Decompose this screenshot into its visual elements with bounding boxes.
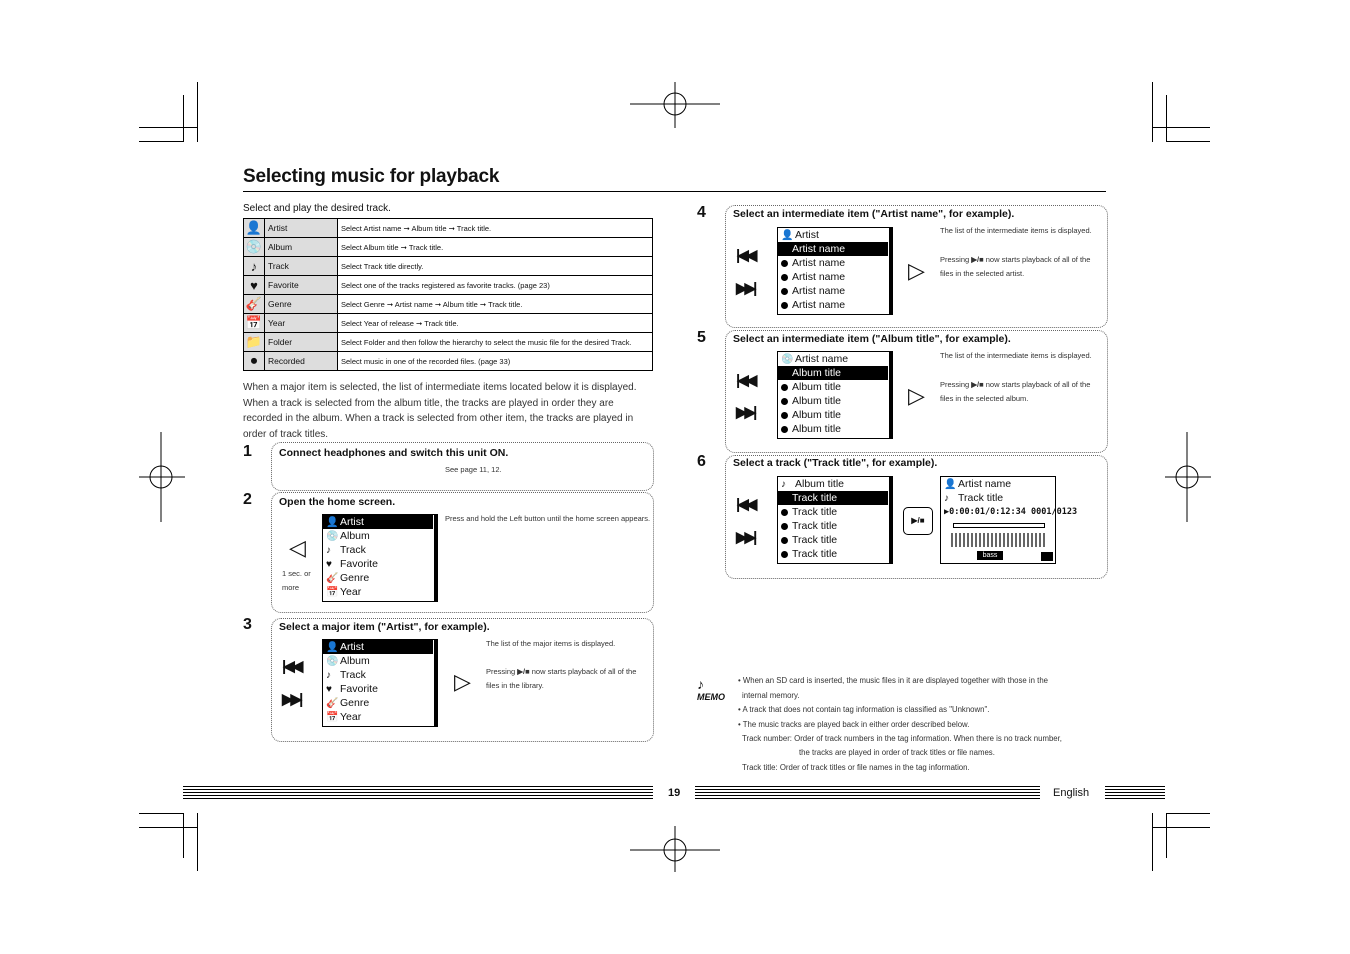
step-heading: Connect headphones and switch this unit ON. [279, 447, 509, 459]
artist-icon: 👤 [944, 479, 957, 490]
category-name: Recorded [265, 352, 338, 371]
category-row [244, 238, 653, 257]
bullet-icon [781, 537, 788, 544]
memo-line: internal memory. [742, 691, 800, 700]
track-list-screen [777, 476, 893, 564]
registration-mark [630, 82, 720, 128]
previous-button-icon: |◀◀ [736, 247, 755, 264]
step-heading: Select an intermediate item ("Album title", for example). [733, 333, 1011, 345]
crop-mark [1152, 827, 1210, 828]
category-row [244, 257, 653, 276]
list-item[interactable]: Track title [778, 519, 892, 533]
artist-icon: 👤 [244, 219, 265, 238]
category-description: Select Album title ➞ Track title. [338, 238, 653, 257]
list-item[interactable]: Track title [778, 547, 892, 561]
footer-rule-left [183, 786, 653, 799]
step-heading: Select a track ("Track title", for example). [733, 457, 938, 469]
crop-mark [139, 827, 197, 828]
category-row [244, 352, 653, 371]
intro-text: Select and play the desired track. [243, 203, 391, 214]
bullet-icon [781, 495, 788, 502]
next-button-icon: ▶▶| [736, 529, 755, 546]
step-note-pressing: Pressing ▶/■ now starts playback of all of the files in the library. [486, 667, 637, 690]
track-icon: ♪ [944, 493, 949, 504]
bullet-icon [781, 274, 788, 281]
list-header: 👤 Artist [781, 229, 819, 241]
play-pause-icon: ▶/■ [517, 667, 530, 676]
next-button-icon: ▶▶| [736, 280, 755, 297]
category-name: Folder [265, 333, 338, 352]
previous-button-icon: |◀◀ [736, 496, 755, 513]
crop-mark [1152, 82, 1153, 142]
artist-icon: 👤 [326, 517, 339, 528]
memo-line: • The music tracks are played back in either order described below. [738, 720, 970, 729]
genre-icon: 🎸 [326, 573, 339, 584]
list-item[interactable]: Album title [778, 380, 892, 394]
list-item[interactable]: Album title [778, 366, 888, 380]
equalizer-display [951, 533, 1045, 547]
category-name: Album [265, 238, 338, 257]
step-number: 3 [243, 616, 252, 633]
folder-icon: 📁 [244, 333, 265, 352]
scrollbar [889, 352, 892, 438]
genre-icon: 🎸 [244, 295, 265, 314]
memo-label: ♪ MEMO [697, 676, 725, 702]
bullet-icon [781, 384, 788, 391]
track-icon: ♪ [326, 670, 331, 681]
major-items-screen [322, 639, 438, 727]
recorded-icon: ⏺ [244, 352, 265, 371]
artist-icon: 👤 [326, 642, 339, 653]
list-item[interactable]: Track title [778, 505, 892, 519]
list-item[interactable]: Album title [778, 422, 892, 436]
now-playing-track: ♪ Track title [944, 492, 1004, 504]
favorite-icon: ♥ [244, 276, 265, 295]
registration-mark [630, 826, 720, 872]
memo-line: Track title: Order of track titles or file names in the tag information. [742, 763, 970, 772]
left-button-icon: ◁ [289, 535, 306, 560]
crop-mark [183, 813, 184, 858]
hold-note: 1 sec. or more [282, 569, 311, 592]
play-pause-button[interactable]: ▶/■ [903, 507, 933, 535]
crop-mark [183, 95, 184, 142]
list-header: 💿 Artist name [781, 353, 849, 365]
step-number: 6 [697, 453, 706, 470]
artist-icon: 👤 [781, 230, 794, 241]
play-pause-icon: ▶/■ [971, 255, 984, 264]
crop-mark [139, 813, 183, 814]
description-paragraph: When a major item is selected, the list of intermediate items located below it is displayed. When a track is selected from the album title, the tracks are played in order they are recorded in the album. When a track is selected from other item, the tracks are played in order of track titles. [243, 382, 637, 440]
right-button-icon: ▷ [908, 258, 925, 283]
category-description: Select Track title directly. [338, 257, 653, 276]
memo-line: • When an SD card is inserted, the music files in it are displayed together with those in the [738, 676, 1048, 685]
album-icon: 💿 [244, 238, 265, 257]
crop-mark [139, 141, 183, 142]
step-number: 2 [243, 491, 252, 508]
crop-mark [1166, 813, 1210, 814]
now-playing-artist: 👤 Artist name [944, 478, 1012, 490]
step-number: 5 [697, 329, 706, 346]
page-title: Selecting music for playback [243, 166, 500, 187]
menu-item[interactable]: 🎸 Genre [326, 572, 370, 584]
right-button-icon: ▷ [454, 669, 471, 694]
list-item[interactable]: Artist name [778, 270, 892, 284]
bullet-icon [781, 412, 788, 419]
category-name: Artist [265, 219, 338, 238]
category-row [244, 276, 653, 295]
previous-button-icon: |◀◀ [736, 372, 755, 389]
list-item[interactable]: Artist name [778, 298, 892, 312]
progress-bar [953, 523, 1045, 528]
bullet-icon [781, 398, 788, 405]
crop-mark [1166, 95, 1167, 142]
list-header: ♪ Album title [781, 478, 845, 490]
next-button-icon: ▶▶| [736, 404, 755, 421]
crop-mark [1152, 813, 1153, 871]
home-screen [322, 514, 438, 602]
step-number: 4 [697, 204, 706, 221]
crop-mark [1166, 813, 1167, 858]
footer-rule-right [1105, 786, 1165, 799]
album-icon: 💿 [326, 656, 339, 667]
battery-icon [1041, 552, 1053, 561]
memo-line: Track number: Order of track numbers in the tag information. When there is no track number, [742, 734, 1062, 743]
list-item[interactable]: Artist name [778, 242, 888, 256]
genre-icon: 🎸 [326, 698, 339, 709]
list-item[interactable]: Album title [778, 394, 892, 408]
registration-mark [1165, 432, 1211, 522]
crop-mark [139, 127, 197, 128]
page-number: 19 [668, 787, 681, 799]
crop-mark [1166, 141, 1210, 142]
list-item[interactable]: Artist name [778, 256, 892, 270]
album-icon: 💿 [781, 354, 794, 365]
step-note: Press and hold the Left button until the home screen appears. [445, 514, 651, 523]
album-icon: 💿 [326, 531, 339, 542]
menu-item[interactable]: ♥ Favorite [326, 683, 378, 695]
category-table [243, 218, 653, 371]
category-row [244, 219, 653, 238]
bullet-icon [781, 260, 788, 267]
step-note: The list of the intermediate items is displayed. [940, 226, 1092, 235]
memo-icon: ♪ [697, 676, 704, 692]
category-row [244, 333, 653, 352]
step-note: The list of the intermediate items is displayed. [940, 351, 1092, 360]
menu-item[interactable]: 👤 Artist [323, 640, 433, 654]
category-description: Select Folder and then follow the hierarchy to select the music file for the desired Track. [338, 333, 653, 352]
menu-item[interactable]: 🎸 Genre [326, 697, 370, 709]
year-icon: 📅 [244, 314, 265, 333]
crop-mark [197, 82, 198, 142]
scrollbar [889, 477, 892, 563]
menu-item[interactable]: ♪ Track [326, 669, 366, 681]
bullet-icon [781, 523, 788, 530]
track-icon: ♪ [326, 545, 331, 556]
step-note-pressing: Pressing ▶/■ now starts playback of all of the files in the selected album. [940, 380, 1091, 403]
title-rule [243, 191, 1106, 192]
bullet-icon [781, 302, 788, 309]
now-playing-time: ▶0:00:01/0:12:34 0001/0123 [944, 507, 1078, 517]
previous-button-icon: |◀◀ [282, 658, 301, 675]
bass-badge: bass [977, 551, 1003, 560]
bullet-icon [781, 370, 788, 377]
category-name: Genre [265, 295, 338, 314]
category-row [244, 295, 653, 314]
footer-rule-mid [695, 786, 1040, 799]
step-heading: Select a major item ("Artist", for example). [279, 621, 490, 633]
step-heading: Open the home screen. [279, 496, 396, 508]
category-description: Select Genre ➞ Artist name ➞ Album title ➞ Track title. [338, 295, 653, 314]
category-description: Select music in one of the recorded files. (page 33) [338, 352, 653, 371]
registration-mark [139, 432, 185, 522]
track-icon: ♪ [244, 257, 265, 276]
category-name: Favorite [265, 276, 338, 295]
bullet-icon [781, 288, 788, 295]
category-row [244, 314, 653, 333]
language-label: English [1053, 787, 1090, 799]
menu-item[interactable]: 💿 Album [326, 530, 370, 542]
album-list-screen [777, 351, 893, 439]
list-item[interactable]: Artist name [778, 284, 892, 298]
crop-mark [1152, 127, 1210, 128]
list-item[interactable]: Album title [778, 408, 892, 422]
right-button-icon: ▷ [908, 383, 925, 408]
now-playing-screen [940, 476, 1078, 564]
step-note: The list of the major items is displayed. [486, 639, 616, 648]
bullet-icon [781, 509, 788, 516]
list-item[interactable]: Track title [778, 491, 888, 505]
step-note: See page 11, 12. [445, 465, 502, 474]
memo-line: • A track that does not contain tag information is classified as "Unknown". [738, 705, 990, 714]
artist-list-screen [777, 227, 893, 315]
crop-mark [197, 813, 198, 871]
scrollbar [434, 515, 437, 601]
bullet-icon [781, 551, 788, 558]
scrollbar [434, 640, 437, 726]
bullet-icon [781, 246, 788, 253]
category-description: Select Artist name ➞ Album title ➞ Track title. [338, 219, 653, 238]
category-description: Select one of the tracks registered as favorite tracks. (page 23) [338, 276, 653, 295]
menu-item[interactable]: ♥ Favorite [326, 558, 378, 570]
menu-item[interactable]: 👤 Artist [323, 515, 433, 529]
step-heading: Select an intermediate item ("Artist name", for example). [733, 208, 1015, 220]
favorite-icon: ♥ [326, 559, 332, 570]
favorite-icon: ♥ [326, 684, 332, 695]
scrollbar [889, 228, 892, 314]
menu-item[interactable]: 📅 Year [326, 711, 362, 723]
next-button-icon: ▶▶| [282, 691, 301, 708]
category-name: Year [265, 314, 338, 333]
play-pause-icon: ▶/■ [971, 380, 984, 389]
year-icon: 📅 [326, 712, 339, 723]
menu-item[interactable]: 💿 Album [326, 655, 370, 667]
bullet-icon [781, 426, 788, 433]
menu-item[interactable]: 📅 Year [326, 586, 362, 598]
menu-item[interactable]: ♪ Track [326, 544, 366, 556]
category-description: Select Year of release ➞ Track title. [338, 314, 653, 333]
step-number: 1 [243, 443, 252, 460]
step-note-pressing: Pressing ▶/■ now starts playback of all of the files in the selected artist. [940, 255, 1091, 278]
memo-line: the tracks are played in order of track titles or file names. [799, 748, 995, 757]
year-icon: 📅 [326, 587, 339, 598]
list-item[interactable]: Track title [778, 533, 892, 547]
track-icon: ♪ [781, 479, 786, 490]
category-name: Track [265, 257, 338, 276]
